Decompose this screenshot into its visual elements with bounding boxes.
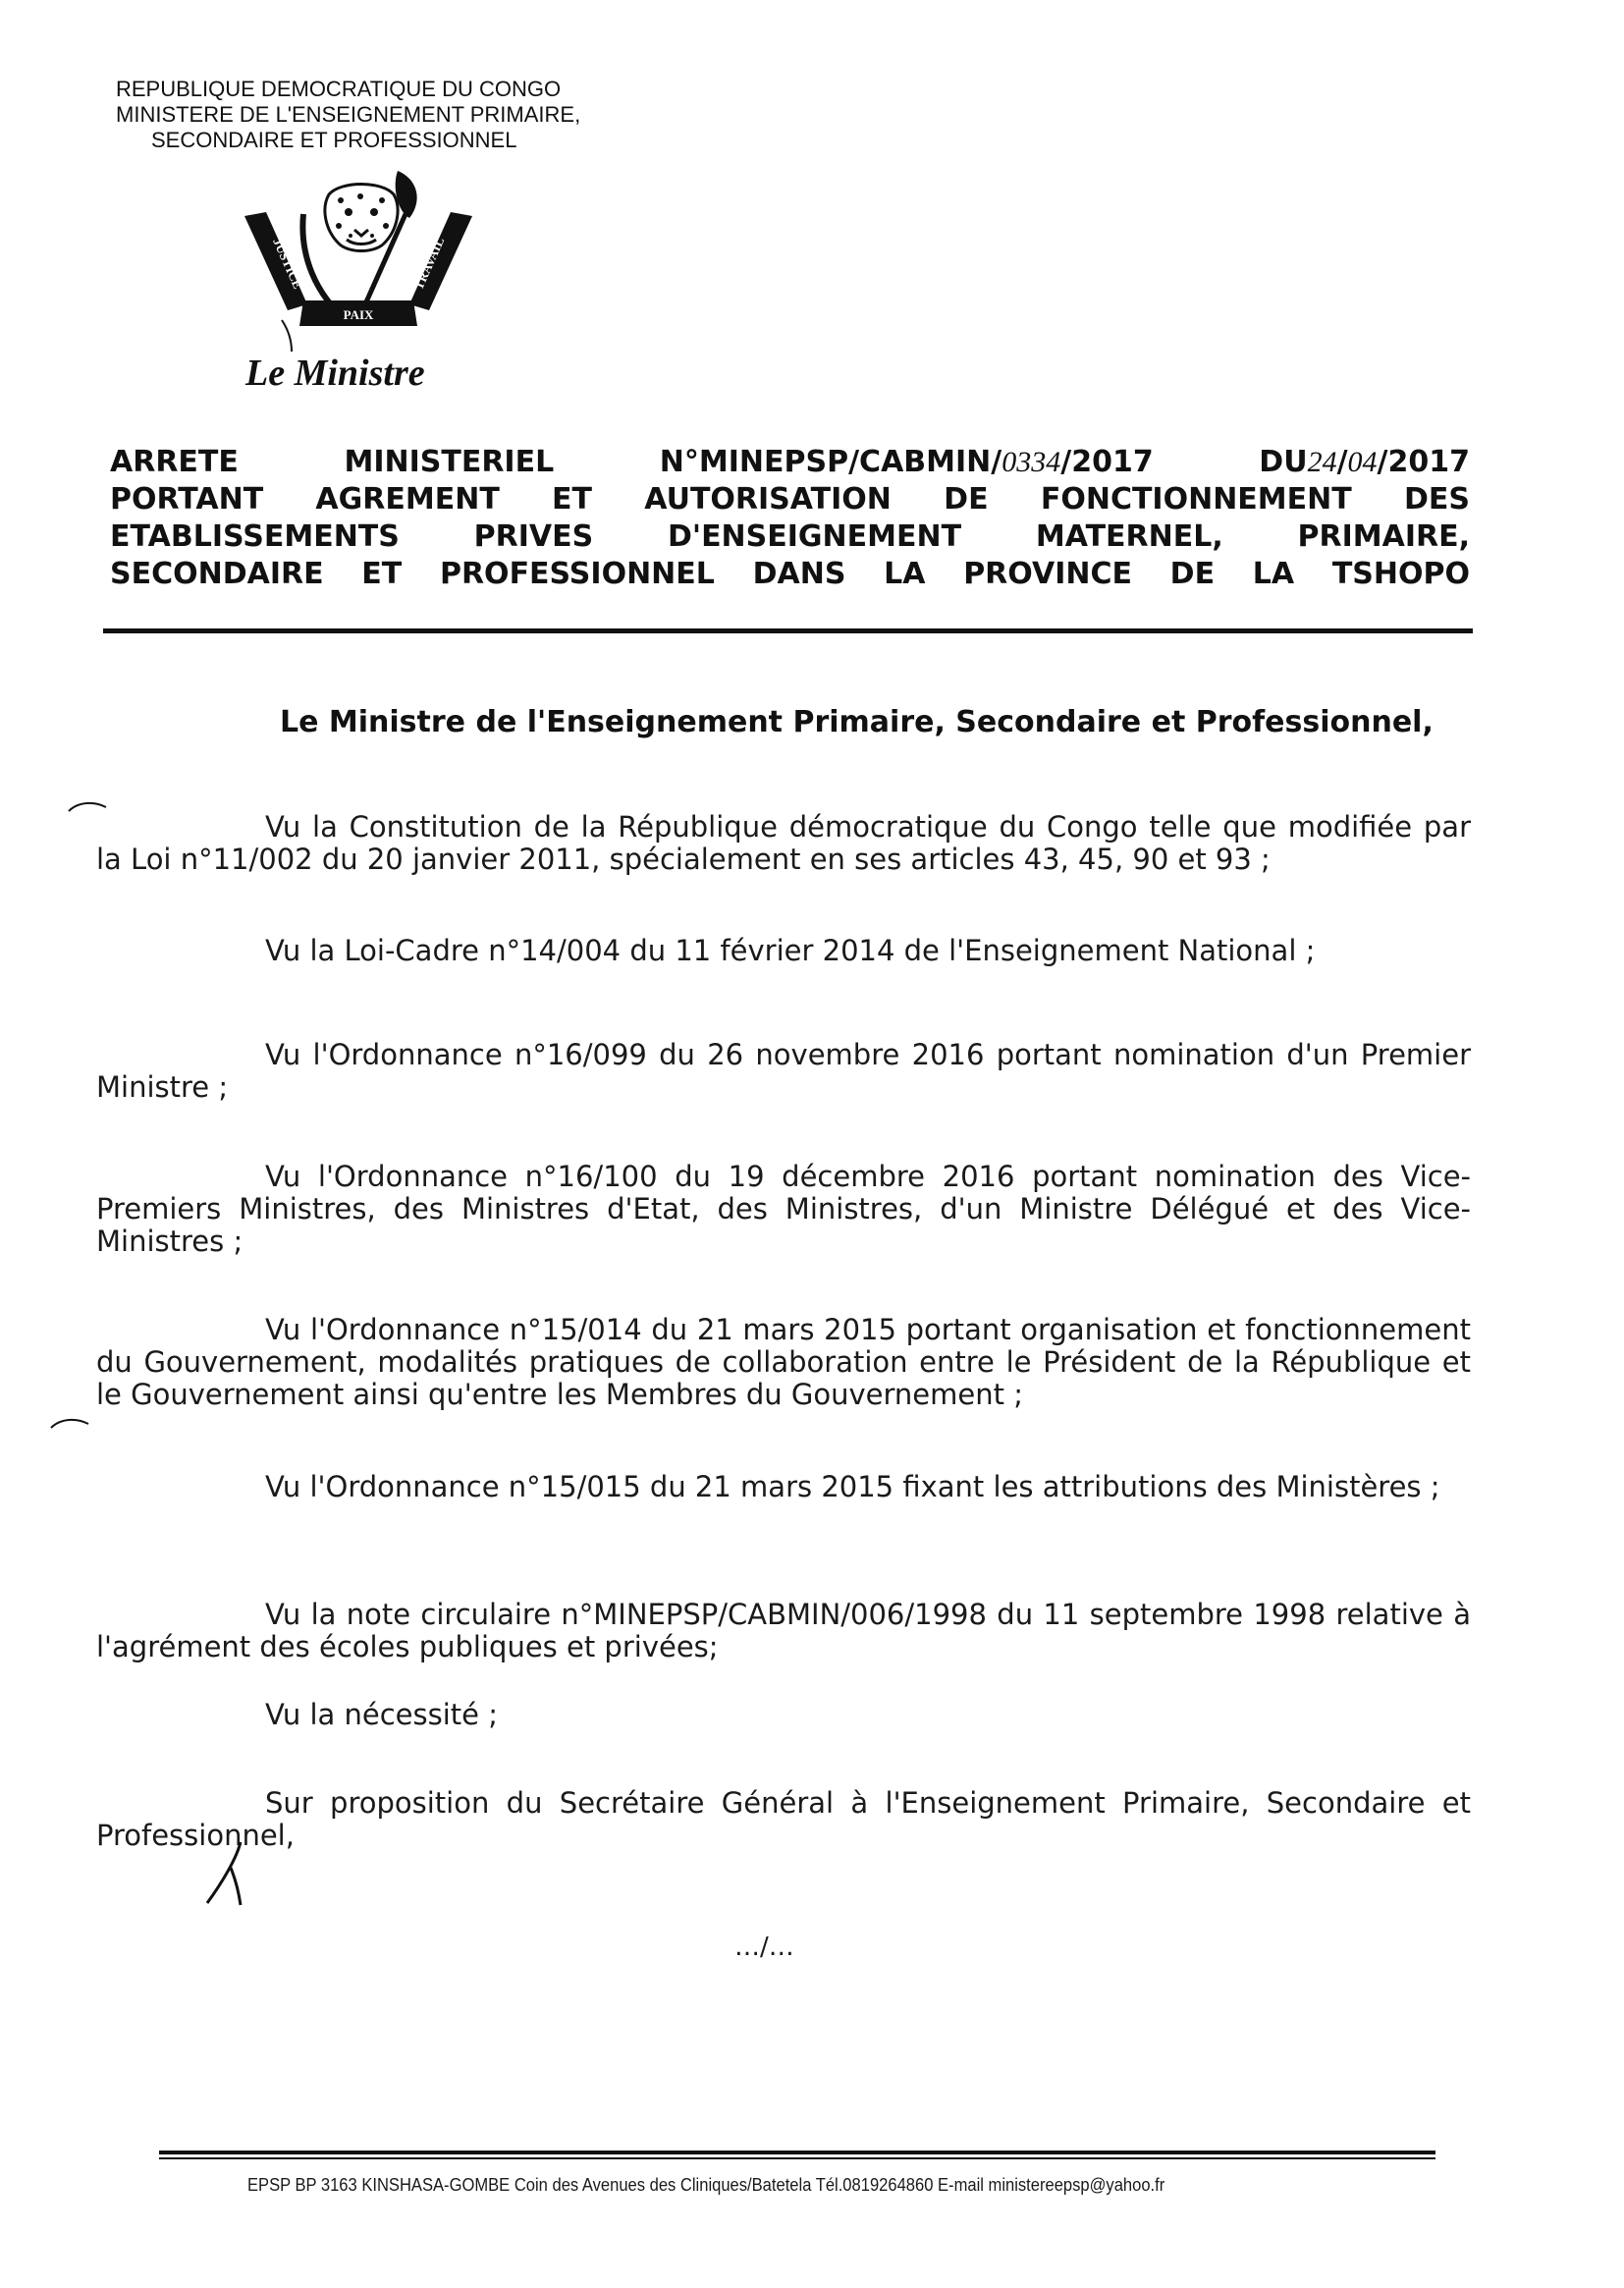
handwritten-paraph [201, 1838, 260, 1907]
considerant-paragraph: Vu l'Ordonnance n°16/099 du 26 novembre 2016 portant nomination d'un Premier Ministre ; [96, 1038, 1471, 1104]
title-underline [103, 628, 1473, 633]
decree-title [110, 444, 1470, 593]
decree-date: DU24/04/2017 [1259, 445, 1470, 479]
handwritten-decree-number: 0334 [1001, 446, 1061, 478]
footer-rule [159, 2151, 1435, 2154]
decree-word-ministeriel: MINISTERIEL [344, 445, 555, 479]
minister-heading: Le Ministre de l'Enseignement Primaire, Secondaire et Professionnel, [280, 705, 1434, 739]
minister-role-label: Le Ministre [245, 353, 425, 394]
emblem-motto-center: PAIX [343, 307, 374, 322]
emblem-motto-left: JUSTICE [270, 236, 306, 292]
decree-title-row-4: SECONDAIRE ET PROFESSIONNEL DANS LA PROVINCE DE LA TSHOPO [110, 557, 1470, 591]
considerant-paragraph: Vu l'Ordonnance n°16/100 du 19 décembre 2016 portant nomination des Vice-Premiers Ministres, des Ministres d'Etat, des Ministres, d'un Ministre Délégué et des Vice-Ministres ; [96, 1160, 1471, 1258]
emblem-motto-right: TRAVAIL [410, 235, 448, 293]
considerant-paragraph: Sur proposition du Secrétaire Général à l'Enseignement Primaire, Secondaire et Professionnel, [96, 1786, 1471, 1852]
handwritten-month: 04 [1347, 446, 1378, 478]
letterhead-ministry-cont: SECONDAIRE ET PROFESSIONNEL [151, 128, 517, 152]
decree-title-row-1 [110, 444, 1470, 481]
continuation-mark: …/… [734, 1933, 794, 1962]
coat-of-arms-emblem [231, 157, 486, 354]
footer-address: EPSP BP 3163 KINSHASA-GOMBE Coin des Avenues des Cliniques/Batetela Tél.0819264860 E-mail ministereepsp@yahoo.fr [247, 2175, 1165, 2195]
considerant-paragraph: Vu l'Ordonnance n°15/014 du 21 mars 2015 portant organisation et fonctionnement du Gouvernement, modalités pratiques de collaboration entre le Président de la République et le Gouvernement ainsi qu'entre les Membres du Gouvernement ; [96, 1313, 1471, 1411]
margin-tick-mark [49, 1414, 90, 1432]
decree-title-row-3: ETABLISSEMENTS PRIVES D'ENSEIGNEMENT MATERNEL, PRIMAIRE, [110, 519, 1470, 554]
considerant-paragraph: Vu la note circulaire n°MINEPSP/CABMIN/006/1998 du 11 septembre 1998 relative à l'agrément des écoles publiques et privées; [96, 1598, 1471, 1663]
letterhead [116, 77, 725, 153]
considerant-paragraph: Vu la Constitution de la République démocratique du Congo telle que modifiée par la Loi n°11/002 du 20 janvier 2011, spécialement en ses articles 43, 45, 90 et 93 ; [96, 810, 1471, 876]
footer-rule [159, 2157, 1435, 2159]
considerant-paragraph: Vu la Loi-Cadre n°14/004 du 11 février 2014 de l'Enseignement National ; [265, 934, 1316, 967]
considerant-paragraph: Vu l'Ordonnance n°15/015 du 21 mars 2015 fixant les attributions des Ministères ; [265, 1470, 1440, 1503]
letterhead-republic: REPUBLIQUE DEMOCRATIQUE DU CONGO [116, 77, 562, 101]
handwritten-day: 24 [1307, 446, 1337, 478]
decree-word-arrete: ARRETE [110, 445, 239, 479]
decree-number: N°MINEPSP/CABMIN/0334/2017 [659, 445, 1154, 479]
letterhead-ministry: MINISTERE DE L'ENSEIGNEMENT PRIMAIRE, [116, 102, 581, 127]
considerant-paragraph: Vu la nécessité ; [265, 1698, 498, 1731]
decree-title-row-2: PORTANT AGREMENT ET AUTORISATION DE FONCTIONNEMENT DES [110, 482, 1470, 517]
